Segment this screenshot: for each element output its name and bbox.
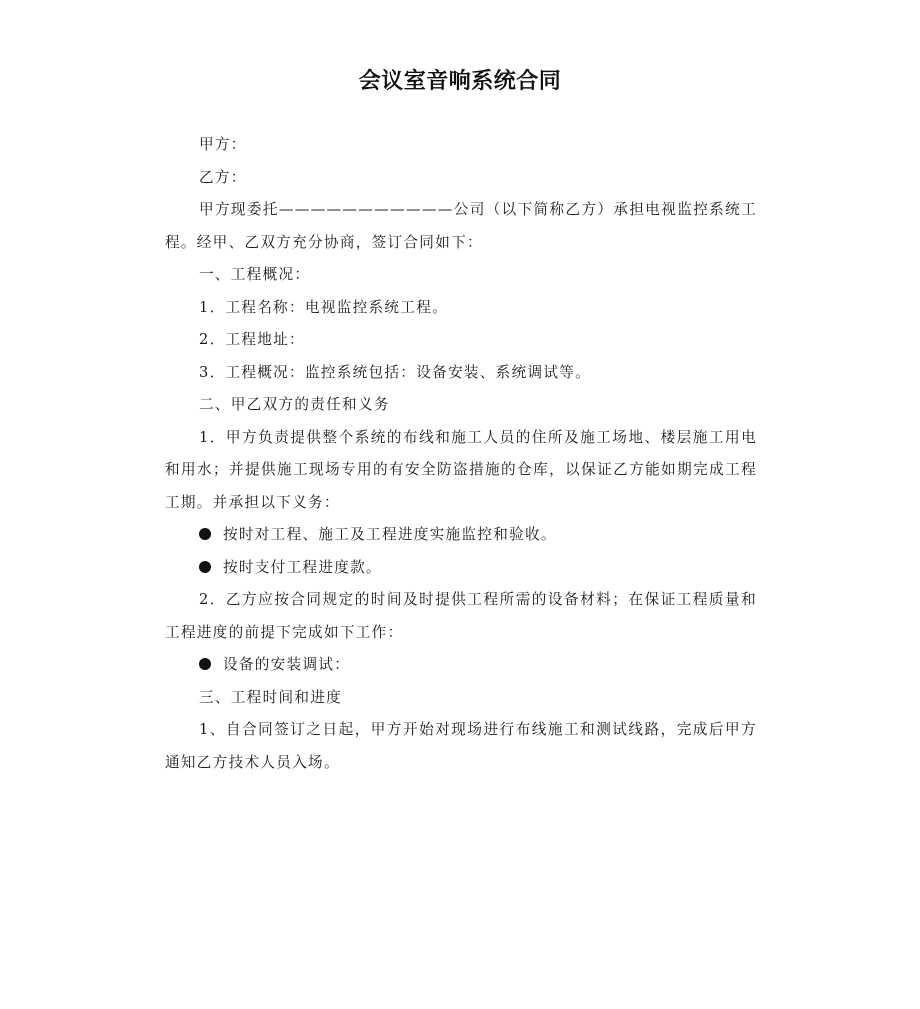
intro-paragraph: 甲方现委托———————————公司（以下简称乙方）承担电视监控系统工程。经甲、乙双方充分协商，签订合同如下：	[165, 201, 757, 251]
section-2-heading: 二、甲乙双方的责任和义务	[199, 396, 390, 413]
section-1-item-1: 1．工程名称：电视监控系统工程。	[199, 298, 448, 316]
bullet-text: 设备的安装调试：	[223, 656, 351, 673]
section-2-clause-1: 1．甲方负责提供整个系统的布线和施工人员的住所及施工场地、楼层施工用电和用水；并提供施工现场专用的有安全防盗措施的仓库，以保证乙方能如期完成工程工期。并承担以下义务：	[165, 428, 757, 511]
section-1-item-3: 3．工程概况：监控系统包括：设备安装、系统调试等。	[199, 363, 592, 381]
bullet-icon	[199, 528, 211, 540]
bullet-item	[165, 519, 757, 552]
bullet-text: 按时支付工程进度款。	[223, 558, 382, 576]
bullet-item	[165, 552, 757, 585]
party-b-line: 乙方：	[199, 168, 247, 186]
bullet-item	[165, 649, 757, 682]
bullet-icon	[199, 658, 211, 670]
section-3-clause-1: 1、自合同签订之日起，甲方开始对现场进行布线施工和测试线路，完成后甲方通知乙方技术人员入场。	[165, 721, 757, 771]
section-1-item-2: 2．工程地址：	[199, 331, 305, 348]
document-title: 会议室音响系统合同	[358, 69, 562, 94]
bullet-icon	[199, 561, 211, 573]
party-a-line: 甲方：	[199, 136, 247, 153]
section-1-heading: 一、工程概况：	[199, 266, 311, 283]
document-body	[165, 129, 757, 779]
bullet-text: 按时对工程、施工及工程进度实施监控和验收。	[223, 526, 557, 543]
section-2-clause-2: 2．乙方应按合同规定的时间及时提供工程所需的设备材料；在保证工程质量和工程进度的前提下完成如下工作：	[165, 591, 757, 641]
section-3-heading: 三、工程时间和进度	[199, 688, 343, 706]
